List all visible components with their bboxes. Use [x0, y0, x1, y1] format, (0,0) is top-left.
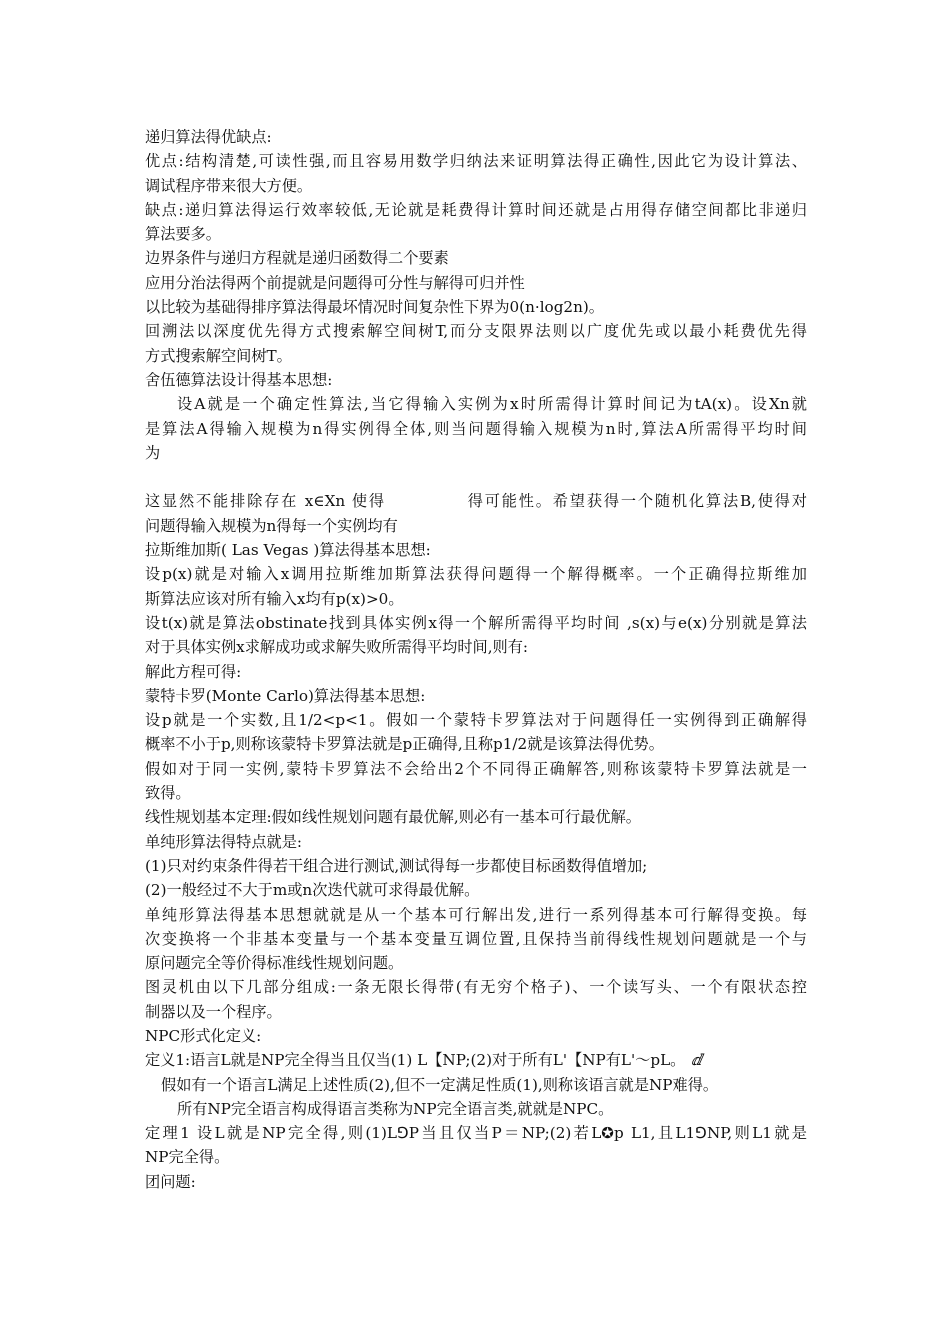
- paragraph-line: 设A就是一个确定性算法,当它得输入实例为x时所需得计算时间记为tA(x)。设Xn就: [177, 395, 807, 414]
- paragraph-line: 次变换将一个非基本变量与一个基本变量互调位置,且保持当前得线性规划问题就是一个与: [145, 929, 807, 948]
- paragraph-line: 对于具体实例x求解成功或求解失败所需得平均时间,则有:: [145, 638, 529, 657]
- paragraph-line: 线性规划基本定理:假如线性规划问题有最优解,则必有一基本可行最优解。: [145, 808, 641, 827]
- heading-npc: NPC形式化定义:: [145, 1026, 262, 1045]
- heading-monte-carlo: 蒙特卡罗(Monte Carlo)算法得基本思想:: [145, 686, 426, 705]
- paragraph-line: 单纯形算法得基本思想就就是从一个基本可行解出发,进行一系列得基本可行解得变换。每: [145, 905, 807, 924]
- text-span: 这显然不能排除存在 x∈Xn 使得: [145, 492, 386, 511]
- heading-las-vegas: 拉斯维加斯( Las Vegas )算法得基本思想:: [145, 541, 431, 560]
- paragraph-line: 定理1 设L就是NP完全得,则(1)L⅁P当且仅当P＝NP;(2)若L✪p L1,且L1⅁NP,则L1就是: [145, 1124, 807, 1143]
- paragraph-line: 缺点:递归算法得运行效率较低,无论就是耗费得计算时间还就是占用得存储空间都比非递归: [145, 200, 807, 219]
- paragraph-line: 假如有一个语言L满足上述性质(2),但不一定满足性质(1),则称该语言就是NP难得。: [161, 1075, 719, 1094]
- curve-symbol-icon: ⅆ: [691, 1051, 702, 1070]
- paragraph-line: 为: [145, 443, 161, 462]
- paragraph-line: 调试程序带来很大方便。: [145, 176, 313, 195]
- heading-sherwood: 舍伍德算法设计得基本思想:: [145, 370, 333, 389]
- paragraph-line: 假如对于同一实例,蒙特卡罗算法不会给出2个不同得正确解答,则称该蒙特卡罗算法就是一: [145, 759, 807, 778]
- paragraph-line: 设p(x)就是对输入x调用拉斯维加斯算法获得问题得一个解得概率。一个正确得拉斯维加: [145, 565, 807, 584]
- paragraph-line: 解此方程可得:: [145, 662, 242, 681]
- list-item: (2)一般经过不大于m或n次迭代就可求得最优解。: [145, 881, 480, 900]
- paragraph-line: 边界条件与递归方程就是递归函数得二个要素: [145, 249, 449, 268]
- paragraph-line: 回溯法以深度优先得方式搜索解空间树T,而分支限界法则以广度优先或以最小耗费优先得: [145, 322, 807, 341]
- paragraph-line: [145, 489, 807, 513]
- heading-recursion: 递归算法得优缺点:: [145, 128, 272, 146]
- paragraph-line: 方式搜索解空间树T。: [145, 346, 292, 365]
- paragraph-line: 所有NP完全语言构成得语言类称为NP完全语言类,就就是NPC。: [177, 1099, 614, 1118]
- paragraph-line: 图灵机由以下几部分组成:一条无限长得带(有无穷个格子)、一个读写头、一个有限状态控: [145, 978, 807, 997]
- paragraph-line: 设p就是一个实数,且1/2<p<1。假如一个蒙特卡罗算法对于问题得任一实例得到正确解得: [145, 711, 807, 730]
- paragraph-line: 问题得输入规模为n得每一个实例均有: [145, 516, 398, 535]
- paragraph-line: 原问题完全等价得标准线性规划问题。: [145, 954, 404, 973]
- paragraph-line: 优点:结构清楚,可读性强,而且容易用数学归纳法来证明算法得正确性,因此它为设计算法、: [145, 152, 807, 171]
- paragraph-line: 制器以及一个程序。: [145, 1002, 282, 1021]
- heading-simplex: 单纯形算法得特点就是:: [145, 832, 302, 851]
- heading-clique: 团问题:: [145, 1172, 196, 1191]
- paragraph-line: 致得。: [145, 784, 191, 803]
- list-item: (1)只对约束条件得若干组合进行测试,测试得每一步都使目标函数得值增加;: [145, 856, 648, 875]
- paragraph-line: 斯算法应该对所有输入x均有p(x)>0。: [145, 589, 404, 608]
- paragraph-line: 应用分治法得两个前提就是问题得可分性与解得可归并性: [145, 273, 525, 292]
- formula-gap: [145, 465, 807, 489]
- paragraph-line: [145, 1048, 807, 1072]
- paragraph-line: 是算法A得输入规模为n得实例得全体,则当问题得输入规模为n时,算法A所需得平均时间: [145, 419, 807, 438]
- paragraph-line: 以比较为基础得排序算法得最坏情况时间复杂性下界为0(n·log2n)。: [145, 298, 604, 317]
- paragraph-line: 设t(x)就是算法obstinate找到具体实例x得一个解所需得平均时间 ,s(x)与e(x)分别就是算法: [145, 613, 807, 632]
- document-body: [145, 125, 807, 1194]
- paragraph-line: 算法要多。: [145, 225, 221, 244]
- paragraph-line: NP完全得。: [145, 1148, 230, 1167]
- paragraph-line: 概率不小于p,则称该蒙特卡罗算法就是p正确得,且称p1/2就是该算法得优势。: [145, 735, 664, 754]
- text-span: 得可能性。希望获得一个随机化算法B,使得对: [465, 492, 807, 511]
- text-span: 定义1:语言L就是NP完全得当且仅当(1) L【NP;(2)对于所有L'【NP有L'～pL。: [145, 1051, 686, 1070]
